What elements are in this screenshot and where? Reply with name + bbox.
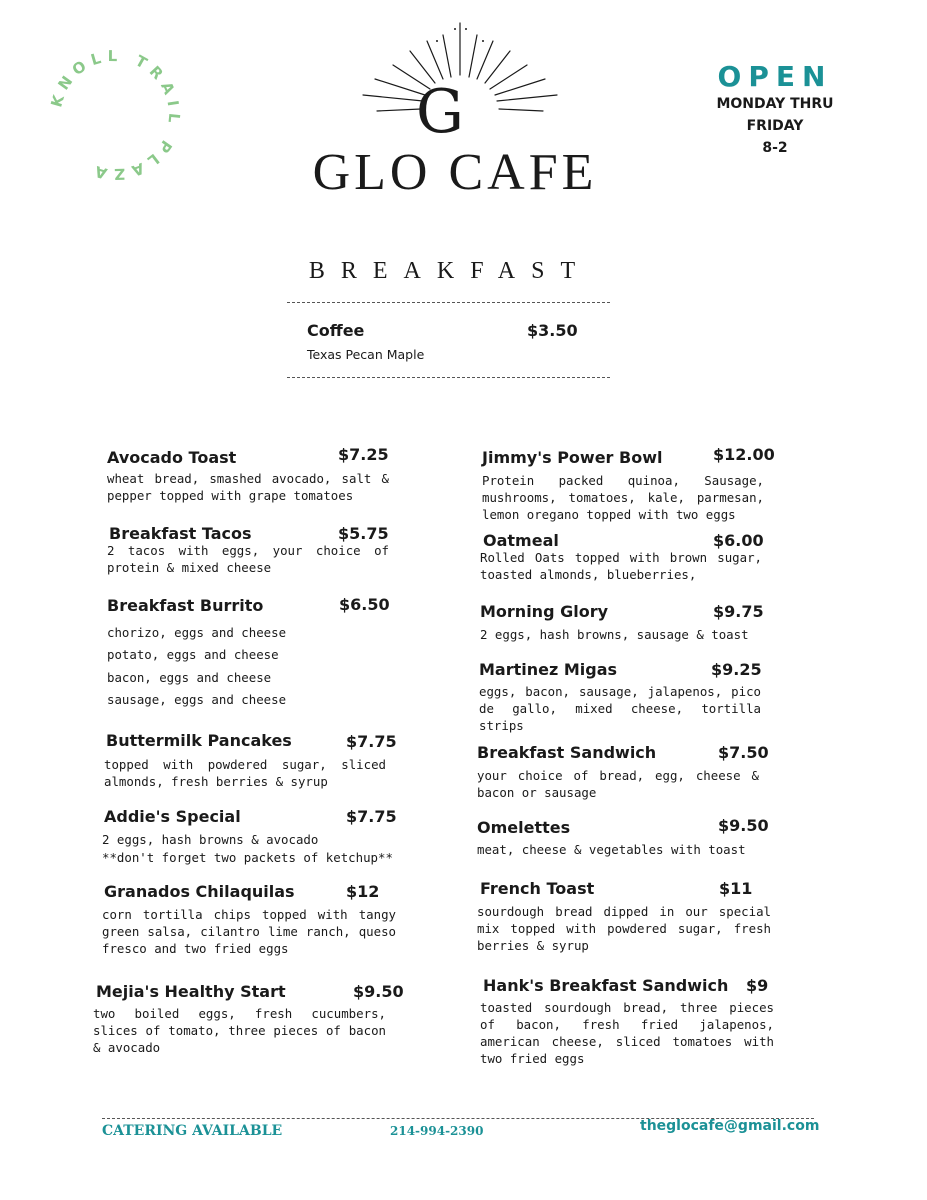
email-link[interactable]: theglocafe@gmail.com [640,1118,820,1134]
item-desc-hanks-breakfast-sandwich: toasted sourdough bread, three pieces of bacon, fresh fried jalapenos, american cheese, sliced tomatoes with two fried eggs [480,1000,774,1066]
item-price-oatmeal: $6.00 [713,531,764,550]
item-name-breakfast-sandwich: Breakfast Sandwich [477,743,657,762]
phone-number[interactable]: 214-994-2390 [390,1124,484,1138]
item-name-avocado-toast: Avocado Toast [107,448,237,467]
item-name-morning-glory: Morning Glory [480,602,609,621]
section-title: BREAKFAST [308,258,592,284]
item-price-breakfast-burrito: $6.50 [339,595,390,614]
hours-line-3: 8-2 [762,140,788,156]
item-desc-avocado-toast: wheat bread, smashed avocado, salt & pepper topped with grape tomatoes [107,471,389,503]
divider [287,302,610,303]
divider [287,377,610,378]
item-name-addies-special: Addie's Special [104,807,241,826]
featured-price: $3.50 [527,321,578,340]
item-name-breakfast-burrito: Breakfast Burrito [107,596,264,615]
item-desc-line: **don't forget two packets of ketchup** [102,850,393,865]
item-price-granados-chilaquilas: $12 [346,882,380,901]
logo-letter: G [416,77,464,147]
item-name-oatmeal: Oatmeal [483,531,559,550]
item-desc-oatmeal: Rolled Oats topped with brown sugar, toasted almonds, blueberries, [480,550,762,582]
item-price-hanks-breakfast-sandwich: $9 [746,976,769,995]
item-desc-morning-glory: 2 eggs, hash browns, sausage & toast [480,627,749,642]
item-price-breakfast-sandwich: $7.50 [718,743,769,762]
item-name-breakfast-tacos: Breakfast Tacos [109,524,252,543]
item-name-omelettes: Omelettes [477,818,571,837]
item-option: chorizo, eggs and cheese [107,625,287,640]
item-desc-omelettes: meat, cheese & vegetables with toast [477,842,746,857]
item-option: bacon, eggs and cheese [107,670,272,685]
item-name-martinez-migas: Martinez Migas [479,660,618,679]
item-option: potato, eggs and cheese [107,647,279,662]
item-desc-mejias-healthy-start: two boiled eggs, fresh cucumbers, slices of tomato, three pieces of bacon & avocado [93,1006,386,1055]
hours-line-2: FRIDAY [746,118,804,134]
item-price-omelettes: $9.50 [718,816,769,835]
item-price-addies-special: $7.75 [346,807,397,826]
catering-notice: CATERING AVAILABLE [102,1123,283,1139]
item-desc-martinez-migas: eggs, bacon, sausage, jalapenos, pico de gallo, mixed cheese, tortilla strips [479,684,761,733]
location-badge [40,40,190,190]
item-name-mejias-healthy-start: Mejia's Healthy Start [96,982,286,1001]
logo-wordmark: GLO CAFE [312,144,598,201]
hours-title: OPEN [717,60,833,93]
item-price-breakfast-tacos: $5.75 [338,524,389,543]
hours-line-1: MONDAY THRU [716,96,834,112]
item-price-morning-glory: $9.75 [713,602,764,621]
item-desc-granados-chilaquilas: corn tortilla chips topped with tangy green salsa, cilantro lime ranch, queso fresco and two fried eggs [102,907,396,956]
featured-name: Coffee [307,321,365,340]
item-price-avocado-toast: $7.25 [338,445,389,464]
item-price-martinez-migas: $9.25 [711,660,762,679]
featured-desc: Texas Pecan Maple [307,347,425,362]
item-price-jimmys-power-bowl: $12.00 [713,445,775,464]
item-price-buttermilk-pancakes: $7.75 [346,732,397,751]
item-name-buttermilk-pancakes: Buttermilk Pancakes [106,731,292,750]
item-option: sausage, eggs and cheese [107,692,287,707]
item-desc-french-toast: sourdough bread dipped in our special mix topped with powdered sugar, fresh berries & syrup [477,904,771,953]
item-name-jimmys-power-bowl: Jimmy's Power Bowl [482,448,663,467]
item-name-french-toast: French Toast [480,879,595,898]
item-desc-line: 2 eggs, hash browns & avocado [102,832,319,847]
badge-text: KNOLL TRAIL PLAZA [47,46,184,184]
item-name-granados-chilaquilas: Granados Chilaquilas [104,882,295,901]
item-price-french-toast: $11 [719,879,753,898]
item-desc-jimmys-power-bowl: Protein packed quinoa, Sausage, mushrooms, tomatoes, kale, parmesan, lemon oregano topped with two eggs [482,473,764,522]
item-desc-breakfast-tacos: 2 tacos with eggs, your choice of protein & mixed cheese [107,543,389,575]
item-desc-buttermilk-pancakes: topped with powdered sugar, sliced almonds, fresh berries & syrup [104,757,386,789]
item-name-hanks-breakfast-sandwich: Hank's Breakfast Sandwich [483,976,729,995]
item-desc-breakfast-sandwich: your choice of bread, egg, cheese & bacon or sausage [477,768,759,800]
item-price-mejias-healthy-start: $9.50 [353,982,404,1001]
